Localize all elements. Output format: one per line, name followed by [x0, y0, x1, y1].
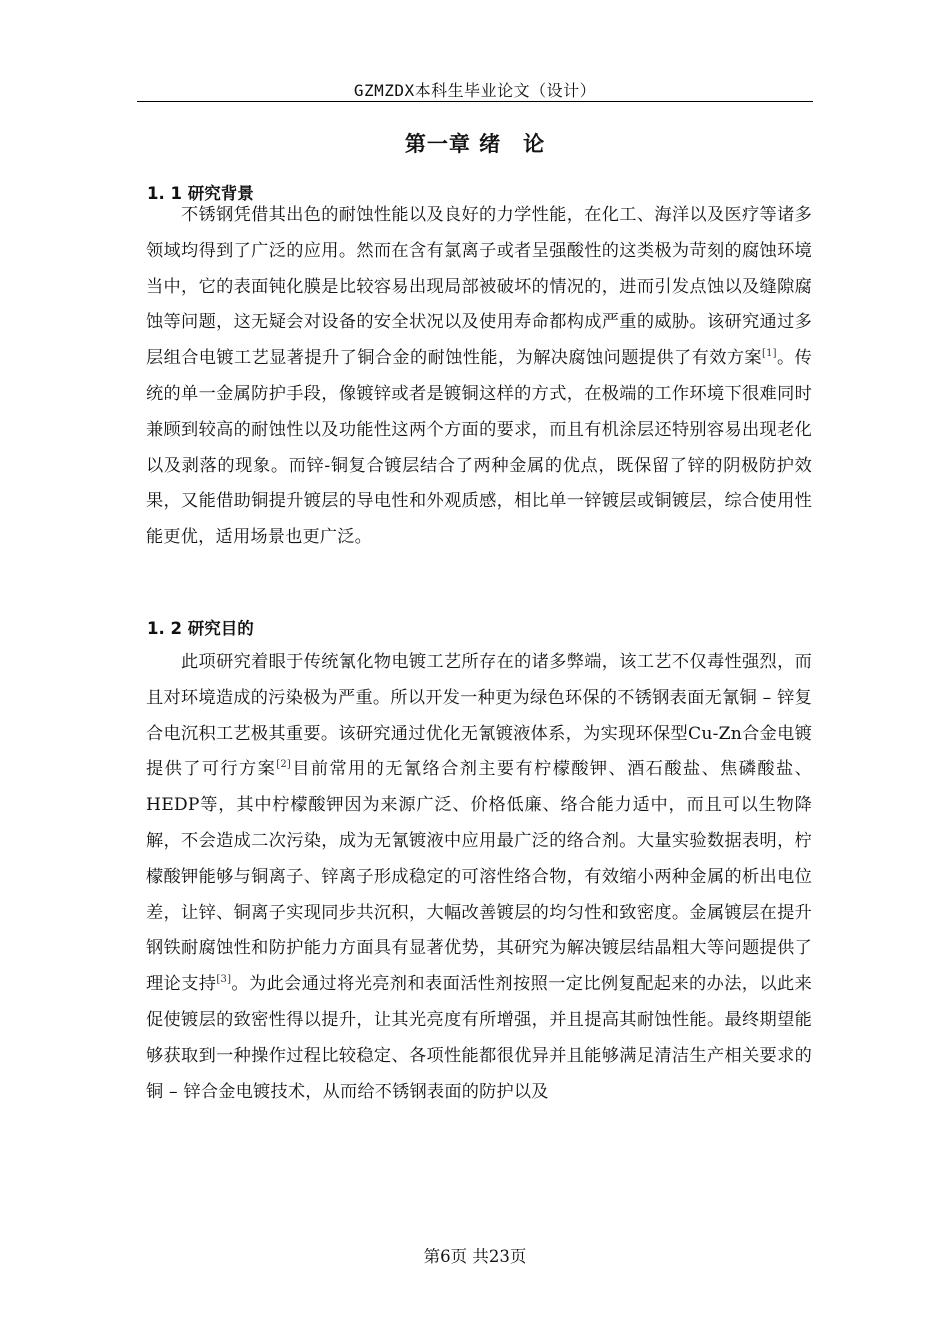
page-number-footer: 第6页 共23页 [423, 1247, 527, 1266]
citation-ref: [1] [762, 348, 777, 360]
header-rule [137, 101, 813, 102]
citation-ref: [2] [276, 759, 292, 771]
running-header: GZMZDX本科生毕业论文（设计） [353, 81, 597, 100]
section-heading-purpose: 1. 2 研究目的 [147, 619, 254, 638]
paragraph-text: 此项研究着眼于传统氰化物电镀工艺所存在的诸多弊端，该工艺不仅毒性强烈，而且对环境造成的污染极为严重。所以开发一种更为绿色环保的不锈钢表面无氰铜 – 锌复合电沉积工艺极其重要。该研究通过优化无氰镀液体系，为实现环保型Cu-Zn合金电镀提供了可行方案 [146, 652, 812, 780]
paragraph-text: 不锈钢凭借其出色的耐蚀性能以及良好的力学性能，在化工、海洋以及医疗等诸多领域均得到了广泛的应用。然而在含有氯离子或者呈强酸性的这类极为苛刻的腐蚀环境当中，它的表面钝化膜是比较容易出现局部被破坏的情况的，进而引发点蚀以及缝隙腐蚀等问题，这无疑会对设备的安全状况以及使用寿命都构成严重的威胁。该研究通过多层组合电镀工艺显著提升了铜合金的耐蚀性能，为解决腐蚀问题提供了有效方案 [146, 205, 812, 369]
section-heading-background: 1. 1 研究背景 [147, 184, 254, 203]
citation-ref: [3] [216, 974, 232, 986]
paragraph-purpose [146, 645, 812, 1110]
paragraph-background [146, 198, 812, 556]
paragraph-text: 。为此会通过将光亮剂和表面活性剂按照一定比例复配起来的办法，以此来促使镀层的致密性得以提升，让其光亮度有所增强，并且提高其耐蚀性能。最终期望能够获取到一种操作过程比较稳定、各项性能都很优异并且能够满足清洁生产相关要求的铜 – 锌合金电镀技术，从而给不锈钢表面的防护以及 [146, 974, 812, 1102]
paragraph-text: 。传统的单一金属防护手段，像镀锌或者是镀铜这样的方式，在极端的工作环境下很难同时兼顾到较高的耐蚀性以及功能性这两个方面的要求，而且有机涂层还特别容易出现老化以及剥落的现象。而锌-铜复合镀层结合了两种金属的优点，既保留了锌的阴极防护效果，又能借助铜提升镀层的导电性和外观质感，相比单一锌镀层或铜镀层，综合使用性能更优，适用场景也更广泛。 [146, 348, 812, 548]
paragraph-text: 目前常用的无氰络合剂主要有柠檬酸钾、酒石酸盐、焦磷酸盐、HEDP等，其中柠檬酸钾因为来源广泛、价格低廉、络合能力适中，而且可以生物降解，不会造成二次污染，成为无氰镀液中应用最广泛的络合剂。大量实验数据表明，柠檬酸钾能够与铜离子、锌离子形成稳定的可溶性络合物，有效缩小两种金属的析出电位差，让锌、铜离子实现同步共沉积，大幅改善镀层的均匀性和致密度。金属镀层在提升钢铁耐腐蚀性和防护能力方面具有显著优势，其研究为解决镀层结晶粗大等问题提供了理论支持 [146, 759, 812, 995]
chapter-title: 第一章 绪 论 [404, 132, 546, 156]
